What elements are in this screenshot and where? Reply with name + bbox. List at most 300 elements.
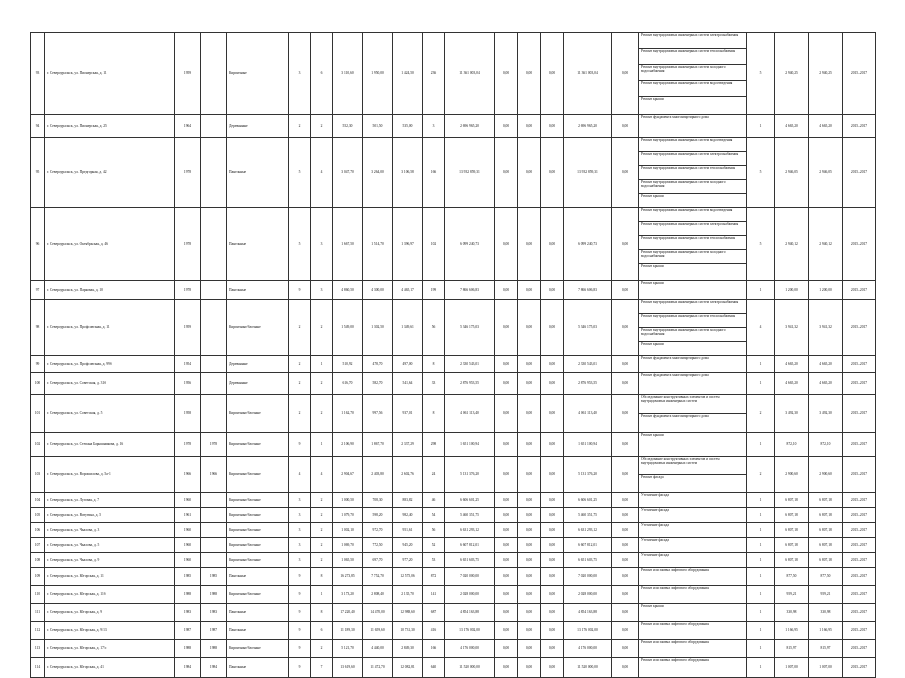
works-count: 1 xyxy=(747,553,775,568)
local-funds: 0,00 xyxy=(541,138,564,208)
repair-period: 2015–2017 xyxy=(843,300,876,356)
build-year: 1959 xyxy=(175,300,201,356)
federal-funds: 0,00 xyxy=(495,208,518,281)
local-funds: 0,00 xyxy=(541,457,564,493)
other-funds: 0,00 xyxy=(612,640,639,658)
residents: 8 xyxy=(423,395,445,433)
works-count: 1 xyxy=(747,493,775,508)
build-year: 1978 xyxy=(175,433,201,457)
commission-year xyxy=(201,356,227,373)
other-funds: 0,00 xyxy=(612,457,639,493)
works-count: 4 xyxy=(747,300,775,356)
floors: 3 xyxy=(289,538,311,553)
floors: 3 xyxy=(289,523,311,538)
works-count: 5 xyxy=(747,138,775,208)
other-funds: 0,00 xyxy=(612,281,639,300)
residents: 53 xyxy=(423,553,445,568)
residents: 166 xyxy=(423,138,445,208)
other-funds: 0,00 xyxy=(612,538,639,553)
owner-funds: 6 606 601,25 xyxy=(564,493,612,508)
row-number: 96 xyxy=(31,208,45,281)
floors: 9 xyxy=(289,586,311,604)
total-cost: 5 460 351,75 xyxy=(445,508,495,523)
work-item: Утепление фасада xyxy=(641,553,669,557)
work-item: Ремонт или замена лифтового оборудования xyxy=(641,586,709,590)
works-count: 1 xyxy=(747,604,775,622)
regional-funds: 0,00 xyxy=(518,568,541,586)
table-row xyxy=(31,553,876,568)
regional-funds: 0,00 xyxy=(518,457,541,493)
other-funds: 0,00 xyxy=(612,568,639,586)
total-area: 1 069,70 xyxy=(333,538,363,553)
unit-cost: 1 166,95 xyxy=(775,622,809,640)
local-funds: 0,00 xyxy=(541,622,564,640)
regional-funds: 0,00 xyxy=(518,604,541,622)
regional-funds: 0,00 xyxy=(518,373,541,395)
works-list xyxy=(639,457,747,493)
repair-period: 2015–2017 xyxy=(843,395,876,433)
work-item: Ремонт или замена лифтового оборудования xyxy=(641,640,709,644)
max-unit-cost: 1 007,00 xyxy=(809,658,843,678)
repair-period: 2015–2017 xyxy=(843,493,876,508)
address: г. Североуральск, ул. Советская, д. 31б xyxy=(45,373,175,395)
other-funds: 0,00 xyxy=(612,395,639,433)
unit-cost: 877,50 xyxy=(775,568,809,586)
regional-funds: 0,00 xyxy=(518,138,541,208)
total-area: 1 000,50 xyxy=(333,493,363,508)
works-count: 5 xyxy=(747,33,775,115)
total-cost: 6 099 240,73 xyxy=(445,208,495,281)
unit-cost: 330,98 xyxy=(775,604,809,622)
federal-funds: 0,00 xyxy=(495,356,518,373)
residents: 54 xyxy=(423,508,445,523)
works-list xyxy=(639,300,747,356)
owner-funds: 6 631 293,12 xyxy=(564,523,612,538)
total-cost: 11 361 003,04 xyxy=(445,33,495,115)
other-funds: 0,00 xyxy=(612,138,639,208)
unit-cost: 959,21 xyxy=(775,586,809,604)
work-item: Ремонт или замена лифтового оборудования xyxy=(641,658,709,662)
entrances: 2 xyxy=(311,508,333,523)
build-year: 1960 xyxy=(175,553,201,568)
repair-period: 2015–2017 xyxy=(843,373,876,395)
owner-funds: 13 932 859,31 xyxy=(564,138,612,208)
premises-area: 977,20 xyxy=(393,553,423,568)
total-area: 1 002,10 xyxy=(333,523,363,538)
federal-funds: 0,00 xyxy=(495,33,518,115)
build-year: 1978 xyxy=(175,138,201,208)
table-row xyxy=(31,208,876,281)
living-area: 997,56 xyxy=(363,395,393,433)
work-item: Ремонт крыши xyxy=(641,264,664,268)
address: г. Североуральск, ул. Югорская, д. 41 xyxy=(45,658,175,678)
table-row xyxy=(31,373,876,395)
premises-area: 1 424,50 xyxy=(393,33,423,115)
entrances: 2 xyxy=(311,493,333,508)
premises-area: 2 602,76 xyxy=(393,457,423,493)
commission-year: 1985 xyxy=(201,568,227,586)
address: г. Североуральск, ул. Югорская, д. 11 xyxy=(45,568,175,586)
owner-funds: 4 176 000,00 xyxy=(564,640,612,658)
floors: 2 xyxy=(289,300,311,356)
living-area: 697,70 xyxy=(363,553,393,568)
federal-funds: 0,00 xyxy=(495,115,518,138)
wall-material: Панельные xyxy=(227,138,289,208)
owner-funds: 2 028 000,00 xyxy=(564,586,612,604)
wall-material: Кирпичные/блочные xyxy=(227,553,289,568)
other-funds: 0,00 xyxy=(612,356,639,373)
repair-period: 2015–2017 xyxy=(843,586,876,604)
federal-funds: 0,00 xyxy=(495,281,518,300)
wall-material: Кирпичные/блочные xyxy=(227,523,289,538)
residents: 236 xyxy=(423,33,445,115)
works-list xyxy=(639,523,747,538)
works-count: 1 xyxy=(747,586,775,604)
wall-material: Деревянные xyxy=(227,373,289,395)
commission-year xyxy=(201,493,227,508)
table-row xyxy=(31,622,876,640)
owner-funds: 5 131 376,20 xyxy=(564,457,612,493)
work-item: Утепление фасада xyxy=(641,493,669,497)
wall-material: Панельные xyxy=(227,281,289,300)
federal-funds: 0,00 xyxy=(495,658,518,678)
regional-funds: 0,00 xyxy=(518,300,541,356)
works-count: 2 xyxy=(747,457,775,493)
address: г. Североуральск, ул. Пионерская, д. 25 xyxy=(45,115,175,138)
living-area: 1 867,70 xyxy=(363,433,393,457)
address: г. Североуральск, ул. Предгорная, д. 42 xyxy=(45,138,175,208)
works-count: 1 xyxy=(747,433,775,457)
works-count: 1 xyxy=(747,281,775,300)
residents: 199 xyxy=(423,281,445,300)
living-area: 582,70 xyxy=(363,373,393,395)
repair-period: 2015–2017 xyxy=(843,281,876,300)
premises-area: 541,64 xyxy=(393,373,423,395)
floors: 2 xyxy=(289,373,311,395)
commission-year xyxy=(201,208,227,281)
works-list xyxy=(639,622,747,640)
residents: 56 xyxy=(423,300,445,356)
owner-funds: 6 607 812,01 xyxy=(564,538,612,553)
total-area: 1 667,50 xyxy=(333,208,363,281)
work-item: Ремонт внутридомовых инженерных систем водоотведения xyxy=(639,138,746,152)
address: г. Североуральск, ул. Чкалова, д. 5 xyxy=(45,538,175,553)
row-number: 105 xyxy=(31,508,45,523)
address: г. Североуральск, ул. Советская, д. 5 xyxy=(45,395,175,433)
residents: 640 xyxy=(423,658,445,678)
total-area: 3 173,20 xyxy=(333,586,363,604)
work-item: Ремонт внутридомовых инженерных систем теплоснабжения xyxy=(639,236,746,250)
premises-area: 2 135,70 xyxy=(393,586,423,604)
build-year: 1966 xyxy=(175,457,201,493)
repair-period: 2015–2017 xyxy=(843,356,876,373)
other-funds: 0,00 xyxy=(612,586,639,604)
address: г. Североуральск, ул. Профсоюзная, д. 99б xyxy=(45,356,175,373)
commission-year xyxy=(201,395,227,433)
premises-area: 3 106,58 xyxy=(393,138,423,208)
unit-cost: 2 940,12 xyxy=(775,208,809,281)
commission-year: 1983 xyxy=(201,604,227,622)
wall-material: Кирпичные/блочные xyxy=(227,538,289,553)
residents: 3 xyxy=(423,115,445,138)
federal-funds: 0,00 xyxy=(495,395,518,433)
living-area: 1 950,00 xyxy=(363,33,393,115)
works-list xyxy=(639,640,747,658)
federal-funds: 0,00 xyxy=(495,604,518,622)
build-year: 1960 xyxy=(175,538,201,553)
row-number: 107 xyxy=(31,538,45,553)
table-row xyxy=(31,300,876,356)
federal-funds: 0,00 xyxy=(495,457,518,493)
commission-year: 1988 xyxy=(201,640,227,658)
build-year: 1988 xyxy=(175,640,201,658)
total-area: 552,30 xyxy=(333,115,363,138)
unit-cost: 4 665,20 xyxy=(775,373,809,395)
work-item: Ремонт внутридомовых инженерных систем теплоснабжения xyxy=(639,314,746,328)
work-item: Утепление фасада xyxy=(641,523,669,527)
residents: 24 xyxy=(423,457,445,493)
table-row xyxy=(31,433,876,457)
commission-year xyxy=(201,373,227,395)
row-number: 106 xyxy=(31,523,45,538)
living-area: 972,70 xyxy=(363,523,393,538)
owner-funds: 1 651 100,94 xyxy=(564,433,612,457)
living-area: 7 752,70 xyxy=(363,568,393,586)
premises-area: 937,01 xyxy=(393,395,423,433)
entrances: 1 xyxy=(311,356,333,373)
local-funds: 0,00 xyxy=(541,115,564,138)
entrances: 3 xyxy=(311,208,333,281)
total-cost: 6 606 601,25 xyxy=(445,493,495,508)
premises-area: 1 396,97 xyxy=(393,208,423,281)
residents: 33 xyxy=(423,373,445,395)
other-funds: 0,00 xyxy=(612,208,639,281)
work-item: Ремонт фундамента многоквартирного дома xyxy=(641,356,709,360)
wall-material: Кирпичные/блочные xyxy=(227,300,289,356)
table-row xyxy=(31,33,876,115)
repair-period: 2015–2017 xyxy=(843,433,876,457)
commission-year xyxy=(201,508,227,523)
commission-year: 1987 xyxy=(201,622,227,640)
work-item: Ремонт фундамента многоквартирного дома xyxy=(641,115,709,119)
address: г. Североуральск, ул. Югорская, д. 11б xyxy=(45,586,175,604)
table-row xyxy=(31,538,876,553)
total-cost: 6 607 812,01 xyxy=(445,538,495,553)
row-number: 104 xyxy=(31,493,45,508)
repair-period: 2015–2017 xyxy=(843,658,876,678)
owner-funds: 11 520 000,00 xyxy=(564,658,612,678)
federal-funds: 0,00 xyxy=(495,493,518,508)
premises-area: 535,00 xyxy=(393,115,423,138)
work-item: Ремонт внутридомовых инженерных систем холодного водоснабжения xyxy=(639,65,746,81)
build-year: 1988 xyxy=(175,586,201,604)
wall-material: Панельные xyxy=(227,208,289,281)
entrances: 1 xyxy=(311,433,333,457)
commission-year xyxy=(201,538,227,553)
unit-cost: 1 200,00 xyxy=(775,281,809,300)
row-number: 102 xyxy=(31,433,45,457)
total-area: 3 047,70 xyxy=(333,138,363,208)
works-list xyxy=(639,281,747,300)
regional-funds: 0,00 xyxy=(518,538,541,553)
unit-cost: 6 807,18 xyxy=(775,508,809,523)
commission-year xyxy=(201,138,227,208)
unit-cost: 4 665,20 xyxy=(775,115,809,138)
work-item: Ремонт внутридомовых инженерных систем электроснабжения xyxy=(639,222,746,236)
living-area: 772,50 xyxy=(363,538,393,553)
works-list xyxy=(639,208,747,281)
residents: 102 xyxy=(423,208,445,281)
local-funds: 0,00 xyxy=(541,586,564,604)
works-list xyxy=(639,586,747,604)
local-funds: 0,00 xyxy=(541,300,564,356)
wall-material: Деревянные xyxy=(227,115,289,138)
unit-cost: 3 492,30 xyxy=(775,395,809,433)
row-number: 103 xyxy=(31,457,45,493)
row-number: 100 xyxy=(31,373,45,395)
total-cost: 2 028 000,00 xyxy=(445,586,495,604)
works-list xyxy=(639,604,747,622)
work-item: Ремонт внутридомовых инженерных систем холодного водоснабжения xyxy=(639,250,746,264)
residents: 52 xyxy=(423,538,445,553)
owner-funds: 4 061 113,40 xyxy=(564,395,612,433)
living-area: 2 808,40 xyxy=(363,586,393,604)
unit-cost: 4 665,20 xyxy=(775,356,809,373)
commission-year: 1978 xyxy=(201,433,227,457)
wall-material: Кирпичные/блочные xyxy=(227,395,289,433)
local-funds: 0,00 xyxy=(541,208,564,281)
federal-funds: 0,00 xyxy=(495,433,518,457)
work-item: Обследование конструктивных элементов и систем внутридомовых инженерных систем xyxy=(639,395,746,414)
federal-funds: 0,00 xyxy=(495,508,518,523)
local-funds: 0,00 xyxy=(541,523,564,538)
total-cost: 6 631 293,12 xyxy=(445,523,495,538)
floors: 3 xyxy=(289,553,311,568)
works-list xyxy=(639,508,747,523)
floors: 2 xyxy=(289,395,311,433)
floors: 9 xyxy=(289,658,311,678)
local-funds: 0,00 xyxy=(541,33,564,115)
build-year: 1983 xyxy=(175,604,201,622)
max-unit-cost: 4 665,20 xyxy=(809,373,843,395)
build-year: 1960 xyxy=(175,523,201,538)
max-unit-cost: 959,21 xyxy=(809,586,843,604)
table-row xyxy=(31,508,876,523)
residents: 56 xyxy=(423,523,445,538)
unit-cost: 2 946,05 xyxy=(775,138,809,208)
entrances: 2 xyxy=(311,115,333,138)
work-item: Ремонт внутридомовых инженерных систем холодного водоснабжения xyxy=(639,180,746,194)
living-area: 4 440,00 xyxy=(363,640,393,658)
address: г. Североуральск, ул. Пионерская, д. 11 xyxy=(45,33,175,115)
floors: 2 xyxy=(289,356,311,373)
max-unit-cost: 6 807,18 xyxy=(809,493,843,508)
other-funds: 0,00 xyxy=(612,493,639,508)
works-count: 1 xyxy=(747,568,775,586)
repair-period: 2015–2017 xyxy=(843,568,876,586)
wall-material: Кирпичные/блочные xyxy=(227,493,289,508)
build-year: 1960 xyxy=(175,493,201,508)
address: г. Североуральск, ул. Парковая, д. 10 xyxy=(45,281,175,300)
entrances: 6 xyxy=(311,33,333,115)
entrances: 8 xyxy=(311,604,333,622)
entrances: 8 xyxy=(311,568,333,586)
owner-funds: 5 460 351,75 xyxy=(564,508,612,523)
address: г. Североуральск, ул. Профсоюзная, д. 11 xyxy=(45,300,175,356)
federal-funds: 0,00 xyxy=(495,622,518,640)
repair-period: 2015–2017 xyxy=(843,138,876,208)
work-item: Ремонт внутридомовых инженерных систем водоотведения xyxy=(639,208,746,222)
max-unit-cost: 2 946,05 xyxy=(809,138,843,208)
commission-year xyxy=(201,300,227,356)
work-item: Обследование конструктивных элементов и систем внутридомовых инженерных систем xyxy=(639,457,746,475)
total-cost: 4 061 113,40 xyxy=(445,395,495,433)
other-funds: 0,00 xyxy=(612,33,639,115)
entrances: 2 xyxy=(311,300,333,356)
address: г. Североуральск, ул. Югорская, д. 9 xyxy=(45,604,175,622)
floors: 5 xyxy=(289,208,311,281)
works-list xyxy=(639,433,747,457)
commission-year xyxy=(201,115,227,138)
living-area: 4 300,00 xyxy=(363,281,393,300)
address: г. Североуральск, ул. Степана Барышникова, д. 16 xyxy=(45,433,175,457)
work-item: Ремонт крыши xyxy=(641,433,664,437)
row-number: 94 xyxy=(31,115,45,138)
work-item: Ремонт внутридомовых инженерных систем теплоснабжения xyxy=(639,166,746,180)
regional-funds: 0,00 xyxy=(518,622,541,640)
living-area: 11 659,60 xyxy=(363,622,393,640)
other-funds: 0,00 xyxy=(612,300,639,356)
premises-area: 951,61 xyxy=(393,523,423,538)
regional-funds: 0,00 xyxy=(518,356,541,373)
build-year: 1958 xyxy=(175,395,201,433)
max-unit-cost: 2 940,12 xyxy=(809,208,843,281)
wall-material: Кирпичные/блочные xyxy=(227,640,289,658)
total-area: 5 121,70 xyxy=(333,640,363,658)
regional-funds: 0,00 xyxy=(518,523,541,538)
works-count: 1 xyxy=(747,523,775,538)
max-unit-cost: 1 166,95 xyxy=(809,622,843,640)
row-number: 111 xyxy=(31,604,45,622)
wall-material: Кирпичные xyxy=(227,33,289,115)
work-item: Ремонт фундамента многоквартирного дома xyxy=(641,373,709,377)
build-year: 1978 xyxy=(175,281,201,300)
total-cost: 6 651 603,75 xyxy=(445,553,495,568)
floors: 9 xyxy=(289,640,311,658)
max-unit-cost: 815,97 xyxy=(809,640,843,658)
work-item: Ремонт внутридомовых инженерных систем электроснабжения xyxy=(639,152,746,166)
build-year: 1984 xyxy=(175,658,201,678)
work-item: Ремонт или замена лифтового оборудования xyxy=(641,622,709,626)
premises-area: 2 849,30 xyxy=(393,640,423,658)
total-area: 11 189,30 xyxy=(333,622,363,640)
table-row xyxy=(31,586,876,604)
work-item: Ремонт крыши xyxy=(641,281,664,285)
floors: 9 xyxy=(289,568,311,586)
total-area: 1 549,00 xyxy=(333,300,363,356)
owner-funds: 2 696 965,20 xyxy=(564,115,612,138)
total-cost: 11 520 000,00 xyxy=(445,658,495,678)
work-item: Ремонт внутридомовых инженерных систем электроснабжения xyxy=(639,300,746,314)
federal-funds: 0,00 xyxy=(495,300,518,356)
work-item: Утепление фасада xyxy=(641,508,669,512)
entrances: 2 xyxy=(311,373,333,395)
max-unit-cost: 4 665,20 xyxy=(809,115,843,138)
unit-cost: 6 807,18 xyxy=(775,538,809,553)
local-funds: 0,00 xyxy=(541,356,564,373)
work-item: Утепление фасада xyxy=(641,538,669,542)
unit-cost: 6 807,18 xyxy=(775,493,809,508)
